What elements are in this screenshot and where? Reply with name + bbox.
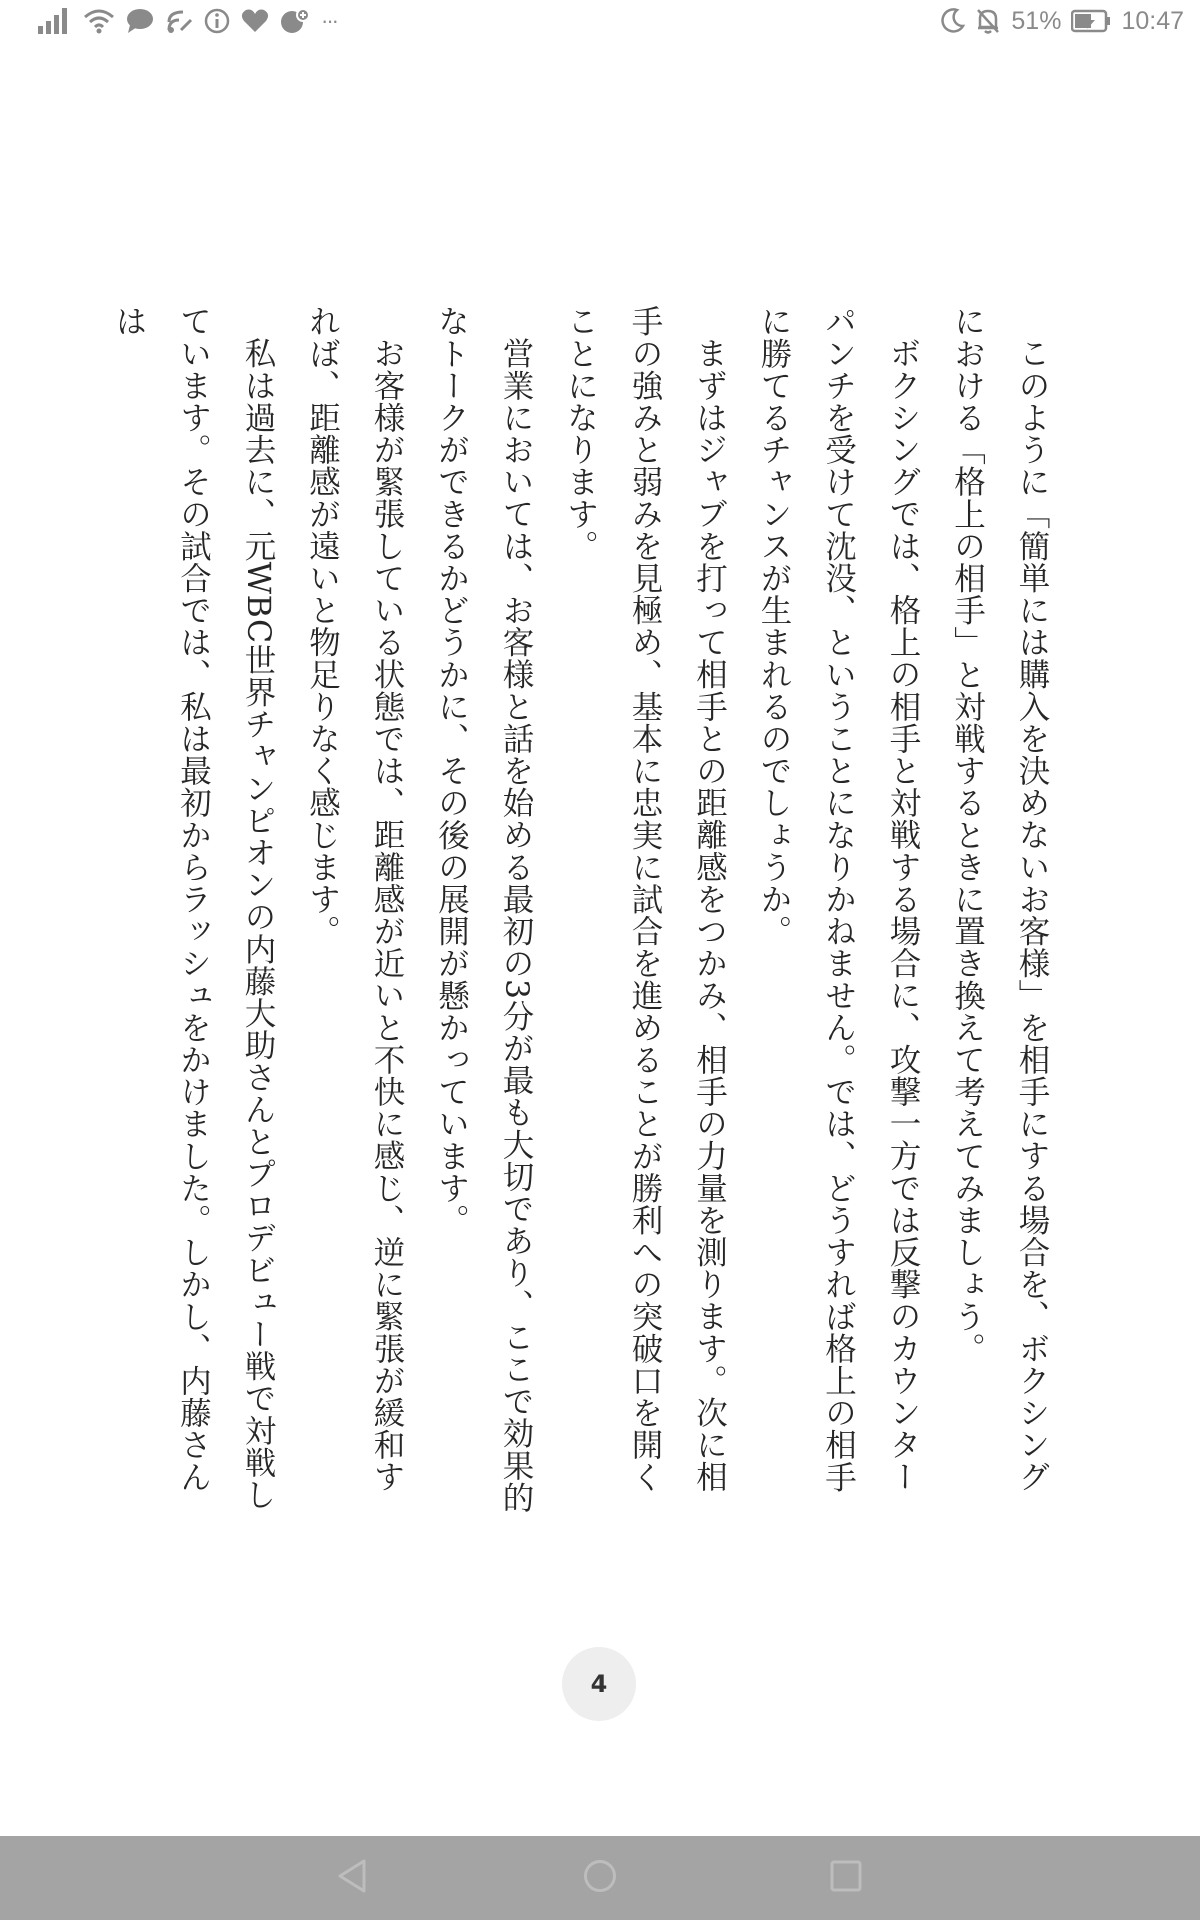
recents-square-icon	[830, 1860, 862, 1896]
home-circle-icon	[583, 1859, 617, 1897]
paragraph: 営業においては、お客様と話を始める最初の3分が最も大切であり、ここで効果的なトークができるかどうかに、その後の展開が懸かっています。	[433, 305, 534, 1513]
info-icon	[204, 8, 230, 34]
heart-icon	[241, 8, 269, 34]
status-right-icons	[939, 4, 1184, 38]
back-triangle-icon	[337, 1859, 367, 1897]
status-bar	[0, 0, 1200, 40]
paragraph: お客様が緊張している状態では、距離感が近いと不快に感じ、逆に緊張が緩和すれば、距離感が遠いと物足りなく感じます。	[304, 305, 405, 1493]
status-left-icons	[38, 4, 337, 38]
paragraph: まずはジャブを打って相手との距離感をつかみ、相手の力量を測ります。次に相手の強みと弱みを見極め、基本に忠実に試合を進めることが勝利への突破口を開くことになります。	[562, 305, 728, 1493]
navigation-bar	[0, 1836, 1200, 1920]
paragraph: ボクシングでは、格上の相手と対戦する場合に、攻撃一方では反撃のカウンターパンチを受けて沈没、ということになりかねません。では、どうすれば格上の相手に勝てるチャンスが生まれるのでしょうか。	[756, 305, 921, 1493]
battery-charging-icon	[1071, 9, 1111, 33]
paragraph: 私は過去に、元WBC世界チャンピオンの内藤大助さんとプロデビュー戦で対戦しています。その試合では、私は最初からラッシュをかけました。しかし、内藤さんは	[111, 305, 276, 1510]
paragraph: このように「簡単には購入を決めないお客様」を相手にする場合を、ボクシングにおける「格上の相手」と対戦するときに置き換えて考えてみましょう。	[949, 305, 1050, 1493]
bell-off-icon	[975, 7, 1001, 35]
battery-percent: 51%	[1011, 6, 1062, 35]
message-plus-icon	[280, 8, 310, 34]
wifi-icon	[83, 8, 115, 34]
home-button[interactable]	[576, 1854, 624, 1902]
cast-icon	[165, 8, 193, 34]
book-page-text	[97, 305, 1065, 1515]
recents-button[interactable]	[822, 1854, 870, 1902]
moon-icon	[939, 8, 965, 34]
clock-time: 10:47	[1121, 6, 1184, 35]
signal-icon	[38, 8, 72, 34]
chat-bubble-icon	[126, 8, 154, 34]
more-icon: ···	[321, 8, 337, 33]
back-button[interactable]	[328, 1854, 376, 1902]
page-number-badge[interactable]: 4	[562, 1647, 636, 1721]
